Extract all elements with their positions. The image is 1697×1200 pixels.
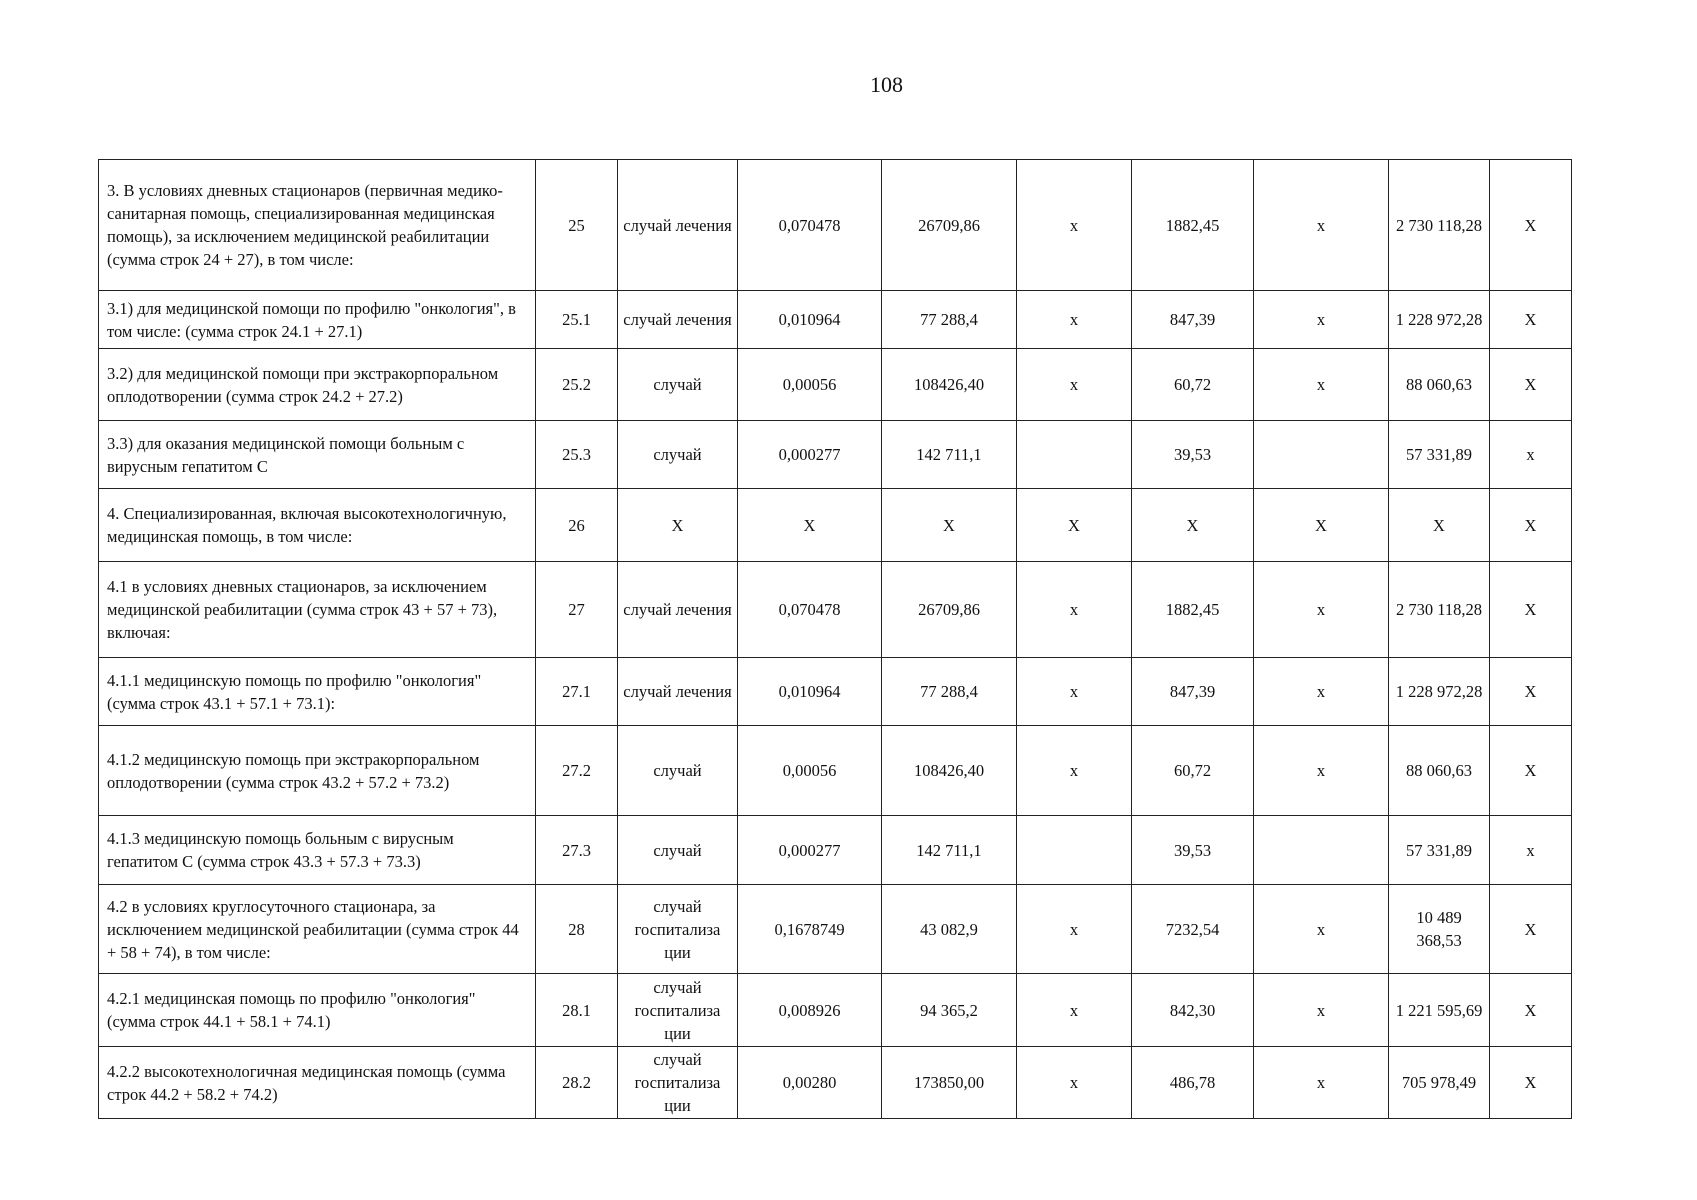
row-code: 25 bbox=[536, 160, 618, 291]
table-row bbox=[99, 816, 1572, 885]
table-row bbox=[99, 421, 1572, 489]
unit-of-measure: Х bbox=[618, 489, 738, 562]
unit-of-measure: случай bbox=[618, 726, 738, 816]
row-description: 3. В условиях дневных стационаров (первичная медико-санитарная помощь, специализированная медицинская помощь), за исключением медицинской реабилитации (сумма строк 24 + 27), в том числе: bbox=[99, 160, 536, 291]
column-10-value: Х bbox=[1490, 885, 1572, 974]
table-row bbox=[99, 974, 1572, 1047]
column-10-value: Х bbox=[1490, 349, 1572, 421]
column-10-value: х bbox=[1490, 421, 1572, 489]
row-code: 27.1 bbox=[536, 658, 618, 726]
column-8-value: х bbox=[1254, 291, 1389, 349]
unit-cost-norm: 142 711,1 bbox=[882, 816, 1017, 885]
column-8-value: х bbox=[1254, 562, 1389, 658]
column-6-value: х bbox=[1017, 726, 1132, 816]
unit-of-measure: случай госпитализа ции bbox=[618, 974, 738, 1047]
table-row bbox=[99, 349, 1572, 421]
unit-of-measure: случай bbox=[618, 349, 738, 421]
column-6-value: х bbox=[1017, 885, 1132, 974]
total-cost-value: 2 730 118,28 bbox=[1389, 562, 1490, 658]
column-10-value: х bbox=[1490, 816, 1572, 885]
row-description: 4.2.2 высокотехнологичная медицинская помощь (сумма строк 44.2 + 58.2 + 74.2) bbox=[99, 1047, 536, 1119]
per-capita-value: 1882,45 bbox=[1132, 160, 1254, 291]
row-code: 27.2 bbox=[536, 726, 618, 816]
table-row bbox=[99, 160, 1572, 291]
row-description: 4.2 в условиях круглосуточного стационара, за исключением медицинской реабилитации (сумма строк 44 + 58 + 74), в том числе: bbox=[99, 885, 536, 974]
volume-norm: 0,070478 bbox=[738, 562, 882, 658]
column-6-value: х bbox=[1017, 160, 1132, 291]
total-cost-value: 705 978,49 bbox=[1389, 1047, 1490, 1119]
unit-of-measure: случай лечения bbox=[618, 658, 738, 726]
column-8-value: х bbox=[1254, 1047, 1389, 1119]
row-code: 27 bbox=[536, 562, 618, 658]
per-capita-value: Х bbox=[1132, 489, 1254, 562]
column-10-value: Х bbox=[1490, 489, 1572, 562]
column-10-value: Х bbox=[1490, 562, 1572, 658]
per-capita-value: 60,72 bbox=[1132, 726, 1254, 816]
column-6-value: х bbox=[1017, 291, 1132, 349]
row-code: 25.2 bbox=[536, 349, 618, 421]
unit-cost-norm: 77 288,4 bbox=[882, 291, 1017, 349]
column-10-value: Х bbox=[1490, 160, 1572, 291]
unit-cost-norm: 108426,40 bbox=[882, 349, 1017, 421]
column-6-value bbox=[1017, 421, 1132, 489]
row-description: 3.2) для медицинской помощи при экстракорпоральном оплодотворении (сумма строк 24.2 + 27.2) bbox=[99, 349, 536, 421]
total-cost-value: 10 489 368,53 bbox=[1389, 885, 1490, 974]
unit-of-measure: случай госпитализа ции bbox=[618, 885, 738, 974]
column-8-value: х bbox=[1254, 974, 1389, 1047]
column-6-value: х bbox=[1017, 658, 1132, 726]
row-description: 3.3) для оказания медицинской помощи больным с вирусным гепатитом С bbox=[99, 421, 536, 489]
column-10-value: Х bbox=[1490, 658, 1572, 726]
unit-of-measure: случай госпитализа ции bbox=[618, 1047, 738, 1119]
volume-norm: 0,00056 bbox=[738, 349, 882, 421]
total-cost-value: 1 228 972,28 bbox=[1389, 658, 1490, 726]
per-capita-value: 39,53 bbox=[1132, 421, 1254, 489]
total-cost-value: 2 730 118,28 bbox=[1389, 160, 1490, 291]
volume-norm: 0,1678749 bbox=[738, 885, 882, 974]
column-8-value: х bbox=[1254, 726, 1389, 816]
table-row bbox=[99, 489, 1572, 562]
row-description: 4. Специализированная, включая высокотехнологичную, медицинская помощь, в том числе: bbox=[99, 489, 536, 562]
total-cost-value: 57 331,89 bbox=[1389, 816, 1490, 885]
column-8-value: х bbox=[1254, 160, 1389, 291]
volume-norm: 0,010964 bbox=[738, 291, 882, 349]
unit-of-measure: случай лечения bbox=[618, 562, 738, 658]
total-cost-value: 88 060,63 bbox=[1389, 726, 1490, 816]
row-code: 28.2 bbox=[536, 1047, 618, 1119]
per-capita-value: 7232,54 bbox=[1132, 885, 1254, 974]
row-description: 3.1) для медицинской помощи по профилю "онкология", в том числе: (сумма строк 24.1 + 27.1) bbox=[99, 291, 536, 349]
row-description: 4.1.2 медицинскую помощь при экстракорпоральном оплодотворении (сумма строк 43.2 + 57.2 + 73.2) bbox=[99, 726, 536, 816]
column-8-value: х bbox=[1254, 349, 1389, 421]
volume-norm: 0,010964 bbox=[738, 658, 882, 726]
per-capita-value: 847,39 bbox=[1132, 658, 1254, 726]
row-description: 4.1.3 медицинскую помощь больным с вирусным гепатитом С (сумма строк 43.3 + 57.3 + 73.3) bbox=[99, 816, 536, 885]
column-10-value: Х bbox=[1490, 1047, 1572, 1119]
volume-norm: 0,008926 bbox=[738, 974, 882, 1047]
unit-cost-norm: 94 365,2 bbox=[882, 974, 1017, 1047]
total-cost-value: 1 228 972,28 bbox=[1389, 291, 1490, 349]
row-code: 25.1 bbox=[536, 291, 618, 349]
per-capita-value: 842,30 bbox=[1132, 974, 1254, 1047]
per-capita-value: 1882,45 bbox=[1132, 562, 1254, 658]
row-code: 26 bbox=[536, 489, 618, 562]
unit-of-measure: случай bbox=[618, 816, 738, 885]
volume-norm: 0,00280 bbox=[738, 1047, 882, 1119]
row-code: 28 bbox=[536, 885, 618, 974]
row-description: 4.2.1 медицинская помощь по профилю "онкология" (сумма строк 44.1 + 58.1 + 74.1) bbox=[99, 974, 536, 1047]
table-body bbox=[99, 160, 1572, 1119]
column-6-value: х bbox=[1017, 1047, 1132, 1119]
column-6-value bbox=[1017, 816, 1132, 885]
volume-norm: 0,070478 bbox=[738, 160, 882, 291]
column-6-value: х bbox=[1017, 349, 1132, 421]
unit-of-measure: случай лечения bbox=[618, 291, 738, 349]
row-description: 4.1 в условиях дневных стационаров, за исключением медицинской реабилитации (сумма строк 43 + 57 + 73), включая: bbox=[99, 562, 536, 658]
table-row bbox=[99, 562, 1572, 658]
volume-norm: Х bbox=[738, 489, 882, 562]
unit-of-measure: случай лечения bbox=[618, 160, 738, 291]
column-8-value: х bbox=[1254, 885, 1389, 974]
row-code: 27.3 bbox=[536, 816, 618, 885]
unit-cost-norm: 77 288,4 bbox=[882, 658, 1017, 726]
column-6-value: х bbox=[1017, 562, 1132, 658]
column-8-value bbox=[1254, 421, 1389, 489]
unit-cost-norm: 173850,00 bbox=[882, 1047, 1017, 1119]
volume-norm: 0,00056 bbox=[738, 726, 882, 816]
unit-cost-norm: 43 082,9 bbox=[882, 885, 1017, 974]
table-row bbox=[99, 658, 1572, 726]
per-capita-value: 847,39 bbox=[1132, 291, 1254, 349]
per-capita-value: 486,78 bbox=[1132, 1047, 1254, 1119]
page-number: 108 bbox=[870, 72, 903, 97]
column-8-value bbox=[1254, 816, 1389, 885]
volume-norm: 0,000277 bbox=[738, 421, 882, 489]
total-cost-value: 1 221 595,69 bbox=[1389, 974, 1490, 1047]
column-6-value: х bbox=[1017, 974, 1132, 1047]
medical-care-table bbox=[98, 159, 1572, 1119]
table-row bbox=[99, 885, 1572, 974]
table-row bbox=[99, 291, 1572, 349]
column-8-value: х bbox=[1254, 658, 1389, 726]
row-description: 4.1.1 медицинскую помощь по профилю "онкология" (сумма строк 43.1 + 57.1 + 73.1): bbox=[99, 658, 536, 726]
total-cost-value: Х bbox=[1389, 489, 1490, 562]
total-cost-value: 57 331,89 bbox=[1389, 421, 1490, 489]
unit-of-measure: случай bbox=[618, 421, 738, 489]
column-10-value: Х bbox=[1490, 726, 1572, 816]
unit-cost-norm: 26709,86 bbox=[882, 562, 1017, 658]
row-code: 28.1 bbox=[536, 974, 618, 1047]
volume-norm: 0,000277 bbox=[738, 816, 882, 885]
total-cost-value: 88 060,63 bbox=[1389, 349, 1490, 421]
unit-cost-norm: Х bbox=[882, 489, 1017, 562]
row-code: 25.3 bbox=[536, 421, 618, 489]
unit-cost-norm: 26709,86 bbox=[882, 160, 1017, 291]
unit-cost-norm: 142 711,1 bbox=[882, 421, 1017, 489]
per-capita-value: 39,53 bbox=[1132, 816, 1254, 885]
per-capita-value: 60,72 bbox=[1132, 349, 1254, 421]
column-6-value: Х bbox=[1017, 489, 1132, 562]
column-8-value: Х bbox=[1254, 489, 1389, 562]
table-row bbox=[99, 1047, 1572, 1119]
unit-cost-norm: 108426,40 bbox=[882, 726, 1017, 816]
column-10-value: Х bbox=[1490, 291, 1572, 349]
column-10-value: Х bbox=[1490, 974, 1572, 1047]
table-row bbox=[99, 726, 1572, 816]
